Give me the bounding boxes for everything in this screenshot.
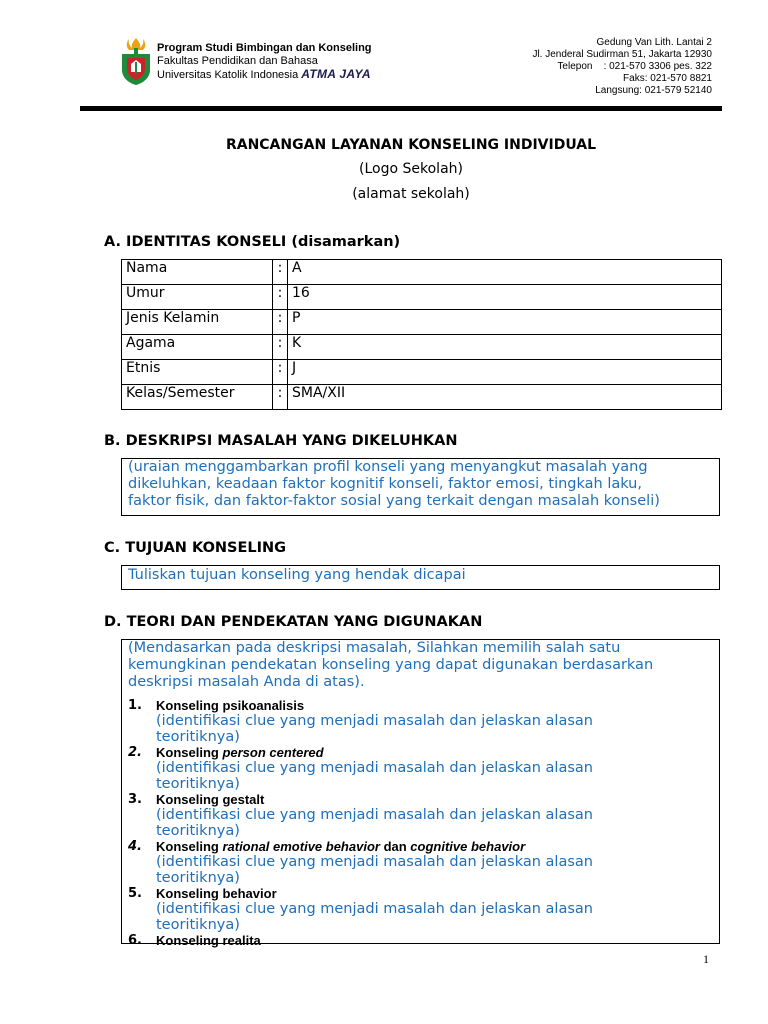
document-title: RANCANGAN LAYANAN KONSELING INDIVIDUAL [225,137,597,153]
approach-title-italic: person centered [222,745,324,760]
section-b-heading: B. DESKRIPSI MASALAH YANG DIKELUHKAN [104,433,458,449]
approach-note-line: teoritiknya) [156,869,240,886]
row-value: 16 [288,285,722,310]
approach-title [156,839,525,854]
approach-note-line: teoritiknya) [156,775,240,792]
approach-title-part: Konseling [156,839,223,854]
problem-description-line: dikeluhkan, keadaan faktor kognitif konseli, faktor emosi, tingkah laku, [128,476,642,492]
approach-title [156,745,324,760]
row-label: Umur [122,285,273,310]
row-separator: : [273,310,288,335]
approach-note-line: (identifikasi clue yang menjadi masalah dan jelaskan alasan [156,854,593,870]
university-name: Universitas Katolik Indonesia [157,69,299,81]
counseling-goal-box[interactable] [121,565,720,590]
theory-intro [128,640,713,691]
row-separator: : [273,335,288,360]
school-address-placeholder: (alamat sekolah) [352,186,470,202]
row-value: K [288,335,722,360]
program-name: Program Studi Bimbingan dan Konseling [157,42,372,54]
list-number: 6. [128,933,142,948]
list-item [128,886,713,933]
address-line-5: Langsung: 021-579 52140 [595,85,712,96]
counseling-goal-text: Tuliskan tujuan konseling yang hendak dicapai [128,567,466,583]
row-label: Nama [122,260,273,285]
row-label: Kelas/Semester [122,385,273,410]
section-a-heading: A. IDENTITAS KONSELI (disamarkan) [104,234,401,250]
section-c-heading: C. TUJUAN KONSELING [104,540,287,556]
list-number: 3. [128,792,142,807]
table-row [122,285,722,310]
approach-title-italic: cognitive behavior [410,839,526,854]
list-number: 5. [128,886,142,901]
approach-note-line: (identifikasi clue yang menjadi masalah dan jelaskan alasan [156,760,593,776]
list-number: 2. [128,745,142,760]
approach-title-italic: rational emotive behavior [222,839,380,854]
address-line-3: Telepon : 021-570 3306 pes. 322 [557,61,712,72]
list-item [128,792,713,839]
table-row [122,260,722,285]
approach-note-line: (identifikasi clue yang menjadi masalah dan jelaskan alasan [156,901,593,917]
list-item [128,745,713,792]
approach-note-line: teoritiknya) [156,728,240,745]
university-logo [119,36,153,86]
list-item [128,839,713,886]
table-row [122,385,722,410]
row-separator: : [273,285,288,310]
list-item [128,933,713,949]
brand-wordmark: ATMA JAYA [301,67,371,81]
row-separator: : [273,360,288,385]
theory-intro-line: (Mendasarkan pada deskripsi masalah, Silahkan memilih salah satu [128,640,621,656]
approach-title: Konseling psikoanalisis [156,698,305,713]
letterhead-divider [80,106,722,111]
approach-title: Konseling gestalt [156,792,265,807]
section-d-heading: D. TEORI DAN PENDEKATAN YANG DIGUNAKAN [104,614,483,630]
address-line-4: Faks: 021-570 8821 [623,73,712,84]
row-separator: : [273,260,288,285]
row-value: SMA/XII [288,385,722,410]
row-value: J [288,360,722,385]
row-label: Agama [122,335,273,360]
approach-title-part: Konseling [156,745,223,760]
approach-note-line: teoritiknya) [156,822,240,839]
identity-table [121,259,722,410]
problem-description-line: (uraian menggambarkan profil konseli yang menyangkut masalah yang [128,459,648,475]
approach-title-part: dan [379,839,411,854]
theory-approach-box[interactable] [121,639,720,948]
address-line-2: Jl. Jenderal Sudirman 51, Jakarta 12930 [532,49,712,60]
list-number: 4. [128,839,142,854]
approach-title: Konseling behavior [156,886,277,901]
school-logo-placeholder: (Logo Sekolah) [359,161,463,177]
list-number: 1. [128,698,142,713]
list-item [128,698,713,745]
approach-note-line: (identifikasi clue yang menjadi masalah dan jelaskan alasan [156,807,593,823]
table-row [122,360,722,385]
row-separator: : [273,385,288,410]
row-label: Jenis Kelamin [122,310,273,335]
problem-description-box[interactable] [121,458,720,516]
table-row [122,310,722,335]
approach-title: Konseling realita [156,933,261,948]
approach-note-line: (identifikasi clue yang menjadi masalah dan jelaskan alasan [156,713,593,729]
row-value: P [288,310,722,335]
table-row [122,335,722,360]
faculty-name: Fakultas Pendidikan dan Bahasa [157,55,318,67]
row-value: A [288,260,722,285]
problem-description-line: faktor fisik, dan faktor-faktor sosial yang terkait dengan masalah konseli) [128,493,660,509]
approach-list [128,698,713,949]
approach-note-line: teoritiknya) [156,916,240,933]
theory-intro-line: kemungkinan pendekatan konseling yang dapat digunakan berdasarkan [128,657,654,673]
page-number: 1 [703,952,709,966]
theory-intro-line: deskripsi masalah Anda di atas). [128,674,365,690]
university-line [157,68,371,82]
row-label: Etnis [122,360,273,385]
address-line-1: Gedung Van Lith. Lantai 2 [596,37,712,48]
